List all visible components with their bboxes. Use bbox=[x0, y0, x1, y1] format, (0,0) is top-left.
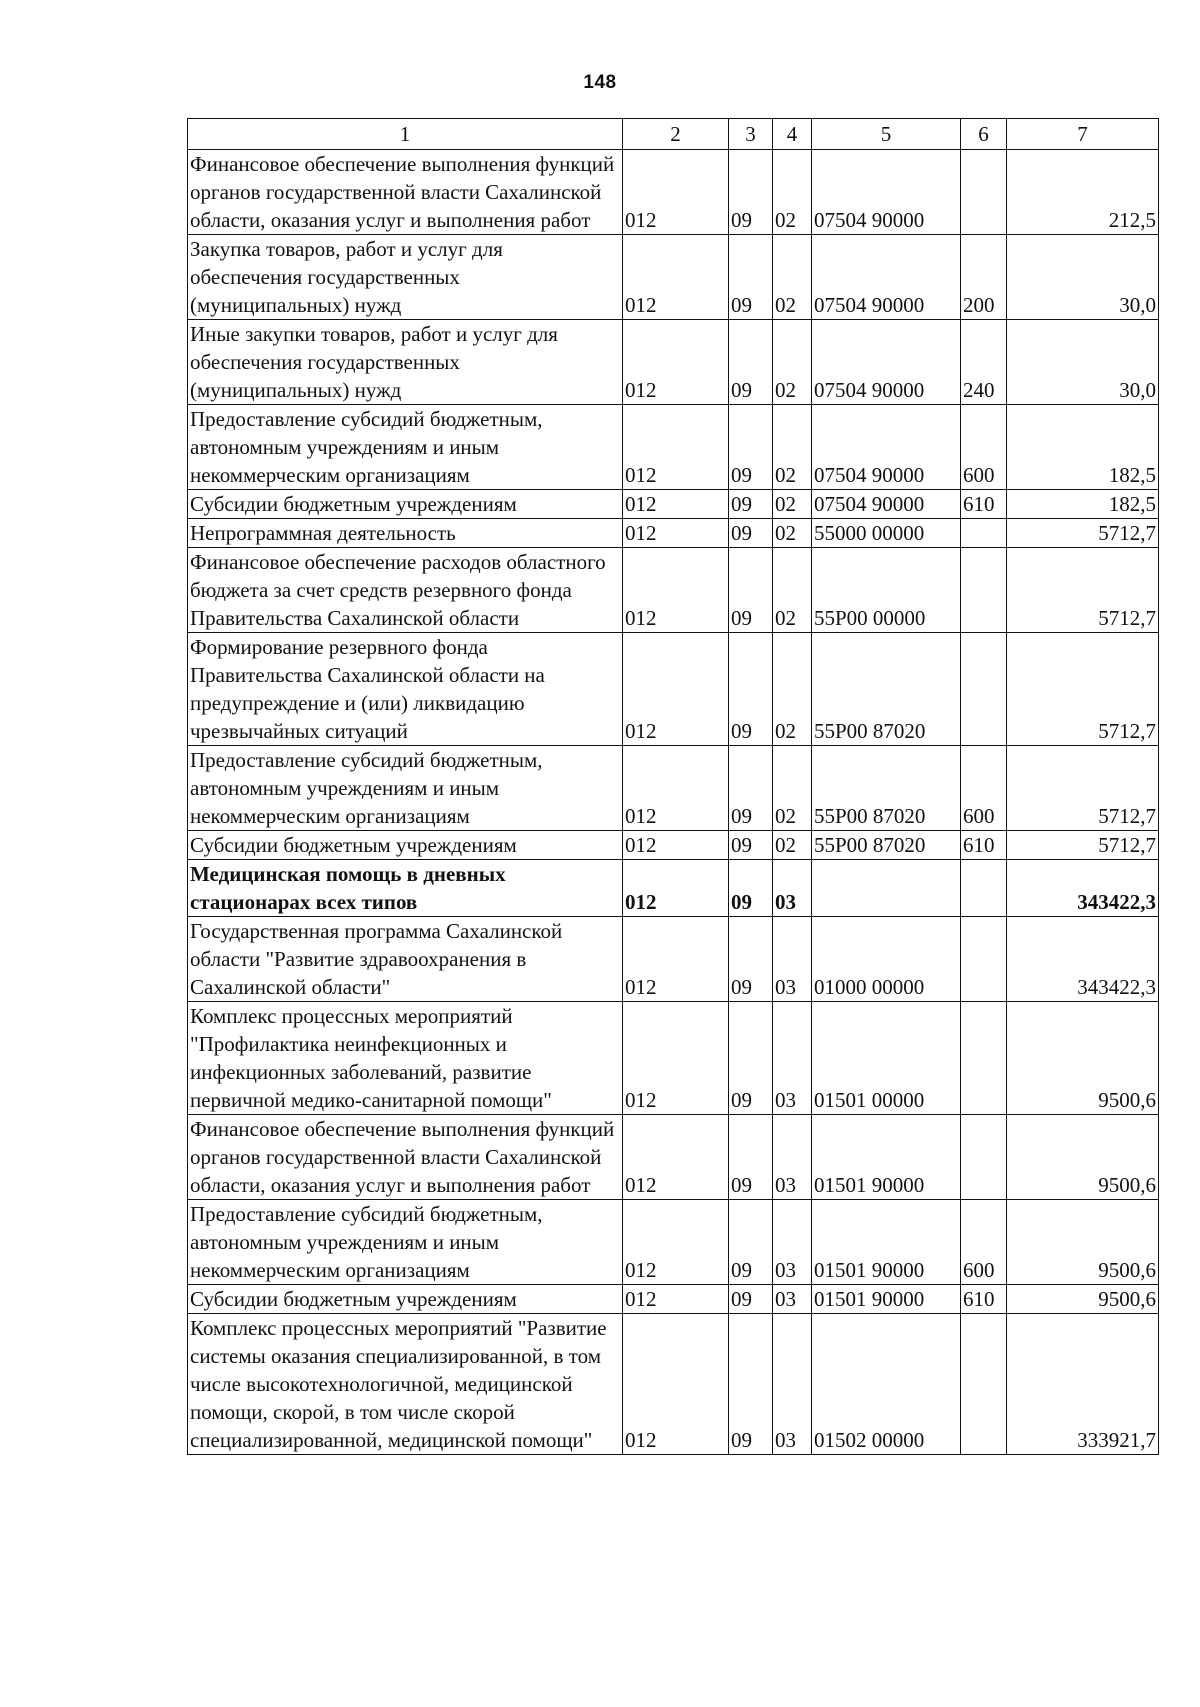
column-header: 7 bbox=[1007, 119, 1159, 150]
subsection-code-cell: 03 bbox=[773, 917, 812, 1002]
expense-type-cell: 600 bbox=[961, 405, 1007, 490]
amount-cell: 9500,6 bbox=[1007, 1002, 1159, 1115]
department-code-cell: 012 bbox=[623, 548, 729, 633]
table-row bbox=[188, 1002, 1159, 1115]
department-code-cell: 012 bbox=[623, 917, 729, 1002]
item-name-cell: Комплекс процессных мероприятий "Профилактика неинфекционных и инфекционных заболеваний, развитие первичной медико-санитарной помощи" bbox=[188, 1002, 623, 1115]
table-row bbox=[188, 633, 1159, 746]
item-name-cell: Комплекс процессных мероприятий "Развитие системы оказания специализированной, в том числе высокотехнологичной, медицинской помощи, скорой, в том числе скорой специализированной, медицинской помощи" bbox=[188, 1314, 623, 1455]
item-name-cell: Финансовое обеспечение расходов областного бюджета за счет средств резервного фонда Правительства Сахалинской области bbox=[188, 548, 623, 633]
table-row bbox=[188, 1200, 1159, 1285]
subsection-code-cell: 03 bbox=[773, 1115, 812, 1200]
table-row bbox=[188, 405, 1159, 490]
table-row bbox=[188, 1115, 1159, 1200]
department-code-cell: 012 bbox=[623, 320, 729, 405]
table-row bbox=[188, 917, 1159, 1002]
section-code-cell: 09 bbox=[729, 1200, 773, 1285]
expense-type-cell: 600 bbox=[961, 1200, 1007, 1285]
subsection-code-cell: 03 bbox=[773, 860, 812, 917]
target-article-cell: 55Р00 87020 bbox=[812, 831, 961, 860]
item-name-cell: Субсидии бюджетным учреждениям bbox=[188, 490, 623, 519]
department-code-cell: 012 bbox=[623, 633, 729, 746]
department-code-cell: 012 bbox=[623, 746, 729, 831]
section-code-cell: 09 bbox=[729, 548, 773, 633]
table-row bbox=[188, 235, 1159, 320]
amount-cell: 30,0 bbox=[1007, 320, 1159, 405]
department-code-cell: 012 bbox=[623, 1200, 729, 1285]
expense-type-cell bbox=[961, 1314, 1007, 1455]
amount-cell: 182,5 bbox=[1007, 490, 1159, 519]
amount-cell: 212,5 bbox=[1007, 150, 1159, 235]
target-article-cell: 01000 00000 bbox=[812, 917, 961, 1002]
table-row bbox=[188, 746, 1159, 831]
target-article-cell: 55Р00 87020 bbox=[812, 633, 961, 746]
page-number: 148 bbox=[583, 72, 617, 93]
subsection-code-cell: 03 bbox=[773, 1314, 812, 1455]
column-header: 3 bbox=[729, 119, 773, 150]
section-code-cell: 09 bbox=[729, 320, 773, 405]
table-row bbox=[188, 1285, 1159, 1314]
expense-type-cell bbox=[961, 1115, 1007, 1200]
section-code-cell: 09 bbox=[729, 746, 773, 831]
item-name-cell: Предоставление субсидий бюджетным, автономным учреждениям и иным некоммерческим организациям bbox=[188, 1200, 623, 1285]
item-name-cell: Предоставление субсидий бюджетным, автономным учреждениям и иным некоммерческим организациям bbox=[188, 405, 623, 490]
table-body bbox=[188, 150, 1159, 1455]
expense-type-cell bbox=[961, 548, 1007, 633]
section-code-cell: 09 bbox=[729, 1314, 773, 1455]
section-code-cell: 09 bbox=[729, 1002, 773, 1115]
subsection-code-cell: 02 bbox=[773, 235, 812, 320]
subsection-code-cell: 02 bbox=[773, 405, 812, 490]
department-code-cell: 012 bbox=[623, 235, 729, 320]
target-article-cell: 01501 90000 bbox=[812, 1200, 961, 1285]
column-header: 6 bbox=[961, 119, 1007, 150]
item-name-cell: Непрограммная деятельность bbox=[188, 519, 623, 548]
section-code-cell: 09 bbox=[729, 1115, 773, 1200]
department-code-cell: 012 bbox=[623, 831, 729, 860]
amount-cell: 5712,7 bbox=[1007, 831, 1159, 860]
target-article-cell: 07504 90000 bbox=[812, 320, 961, 405]
section-code-cell: 09 bbox=[729, 405, 773, 490]
target-article-cell: 01502 00000 bbox=[812, 1314, 961, 1455]
expense-type-cell bbox=[961, 860, 1007, 917]
section-code-cell: 09 bbox=[729, 831, 773, 860]
department-code-cell: 012 bbox=[623, 1314, 729, 1455]
target-article-cell: 01501 00000 bbox=[812, 1002, 961, 1115]
target-article-cell: 07504 90000 bbox=[812, 235, 961, 320]
section-code-cell: 09 bbox=[729, 519, 773, 548]
subsection-code-cell: 03 bbox=[773, 1200, 812, 1285]
section-code-cell: 09 bbox=[729, 235, 773, 320]
expense-type-cell bbox=[961, 519, 1007, 548]
amount-cell: 182,5 bbox=[1007, 405, 1159, 490]
expense-type-cell: 610 bbox=[961, 831, 1007, 860]
table-row bbox=[188, 860, 1159, 917]
section-code-cell: 09 bbox=[729, 917, 773, 1002]
column-header: 5 bbox=[812, 119, 961, 150]
department-code-cell: 012 bbox=[623, 1002, 729, 1115]
department-code-cell: 012 bbox=[623, 1285, 729, 1314]
section-code-cell: 09 bbox=[729, 490, 773, 519]
column-header: 4 bbox=[773, 119, 812, 150]
subsection-code-cell: 02 bbox=[773, 548, 812, 633]
subsection-code-cell: 02 bbox=[773, 831, 812, 860]
table-row bbox=[188, 831, 1159, 860]
item-name-cell: Иные закупки товаров, работ и услуг для обеспечения государственных (муниципальных) нужд bbox=[188, 320, 623, 405]
budget-table bbox=[187, 118, 1159, 1455]
amount-cell: 5712,7 bbox=[1007, 746, 1159, 831]
target-article-cell: 01501 90000 bbox=[812, 1115, 961, 1200]
department-code-cell: 012 bbox=[623, 150, 729, 235]
amount-cell: 5712,7 bbox=[1007, 548, 1159, 633]
target-article-cell: 07504 90000 bbox=[812, 150, 961, 235]
section-code-cell: 09 bbox=[729, 860, 773, 917]
subsection-code-cell: 02 bbox=[773, 490, 812, 519]
amount-cell: 9500,6 bbox=[1007, 1115, 1159, 1200]
section-code-cell: 09 bbox=[729, 150, 773, 235]
department-code-cell: 012 bbox=[623, 519, 729, 548]
expense-type-cell bbox=[961, 1002, 1007, 1115]
expense-type-cell bbox=[961, 917, 1007, 1002]
target-article-cell: 07504 90000 bbox=[812, 405, 961, 490]
item-name-cell: Предоставление субсидий бюджетным, автономным учреждениям и иным некоммерческим организациям bbox=[188, 746, 623, 831]
target-article-cell: 55000 00000 bbox=[812, 519, 961, 548]
target-article-cell: 07504 90000 bbox=[812, 490, 961, 519]
department-code-cell: 012 bbox=[623, 490, 729, 519]
target-article-cell: 55Р00 87020 bbox=[812, 746, 961, 831]
table-header-row bbox=[188, 119, 1159, 150]
subsection-code-cell: 02 bbox=[773, 150, 812, 235]
item-name-cell: Медицинская помощь в дневных стационарах всех типов bbox=[188, 860, 623, 917]
subsection-code-cell: 02 bbox=[773, 320, 812, 405]
target-article-cell bbox=[812, 860, 961, 917]
subsection-code-cell: 02 bbox=[773, 519, 812, 548]
expense-type-cell: 240 bbox=[961, 320, 1007, 405]
table-row bbox=[188, 150, 1159, 235]
section-code-cell: 09 bbox=[729, 1285, 773, 1314]
amount-cell: 9500,6 bbox=[1007, 1285, 1159, 1314]
item-name-cell: Государственная программа Сахалинской области "Развитие здравоохранения в Сахалинской области" bbox=[188, 917, 623, 1002]
amount-cell: 30,0 bbox=[1007, 235, 1159, 320]
subsection-code-cell: 03 bbox=[773, 1002, 812, 1115]
expense-type-cell bbox=[961, 633, 1007, 746]
subsection-code-cell: 02 bbox=[773, 633, 812, 746]
target-article-cell: 55Р00 00000 bbox=[812, 548, 961, 633]
expense-type-cell: 200 bbox=[961, 235, 1007, 320]
item-name-cell: Субсидии бюджетным учреждениям bbox=[188, 831, 623, 860]
column-header: 1 bbox=[188, 119, 623, 150]
target-article-cell: 01501 90000 bbox=[812, 1285, 961, 1314]
section-code-cell: 09 bbox=[729, 633, 773, 746]
expense-type-cell: 610 bbox=[961, 490, 1007, 519]
subsection-code-cell: 03 bbox=[773, 1285, 812, 1314]
department-code-cell: 012 bbox=[623, 1115, 729, 1200]
item-name-cell: Финансовое обеспечение выполнения функций органов государственной власти Сахалинской области, оказания услуг и выполнения работ bbox=[188, 1115, 623, 1200]
amount-cell: 5712,7 bbox=[1007, 519, 1159, 548]
item-name-cell: Формирование резервного фонда Правительства Сахалинской области на предупреждение и (или) ликвидацию чрезвычайных ситуаций bbox=[188, 633, 623, 746]
table-row bbox=[188, 548, 1159, 633]
amount-cell: 343422,3 bbox=[1007, 917, 1159, 1002]
expense-type-cell: 610 bbox=[961, 1285, 1007, 1314]
table-row bbox=[188, 1314, 1159, 1455]
column-header: 2 bbox=[623, 119, 729, 150]
amount-cell: 343422,3 bbox=[1007, 860, 1159, 917]
table-row bbox=[188, 519, 1159, 548]
item-name-cell: Субсидии бюджетным учреждениям bbox=[188, 1285, 623, 1314]
amount-cell: 333921,7 bbox=[1007, 1314, 1159, 1455]
department-code-cell: 012 bbox=[623, 405, 729, 490]
table-row bbox=[188, 490, 1159, 519]
item-name-cell: Закупка товаров, работ и услуг для обеспечения государственных (муниципальных) нужд bbox=[188, 235, 623, 320]
amount-cell: 9500,6 bbox=[1007, 1200, 1159, 1285]
item-name-cell: Финансовое обеспечение выполнения функций органов государственной власти Сахалинской области, оказания услуг и выполнения работ bbox=[188, 150, 623, 235]
department-code-cell: 012 bbox=[623, 860, 729, 917]
expense-type-cell: 600 bbox=[961, 746, 1007, 831]
expense-type-cell bbox=[961, 150, 1007, 235]
table-row bbox=[188, 320, 1159, 405]
subsection-code-cell: 02 bbox=[773, 746, 812, 831]
amount-cell: 5712,7 bbox=[1007, 633, 1159, 746]
